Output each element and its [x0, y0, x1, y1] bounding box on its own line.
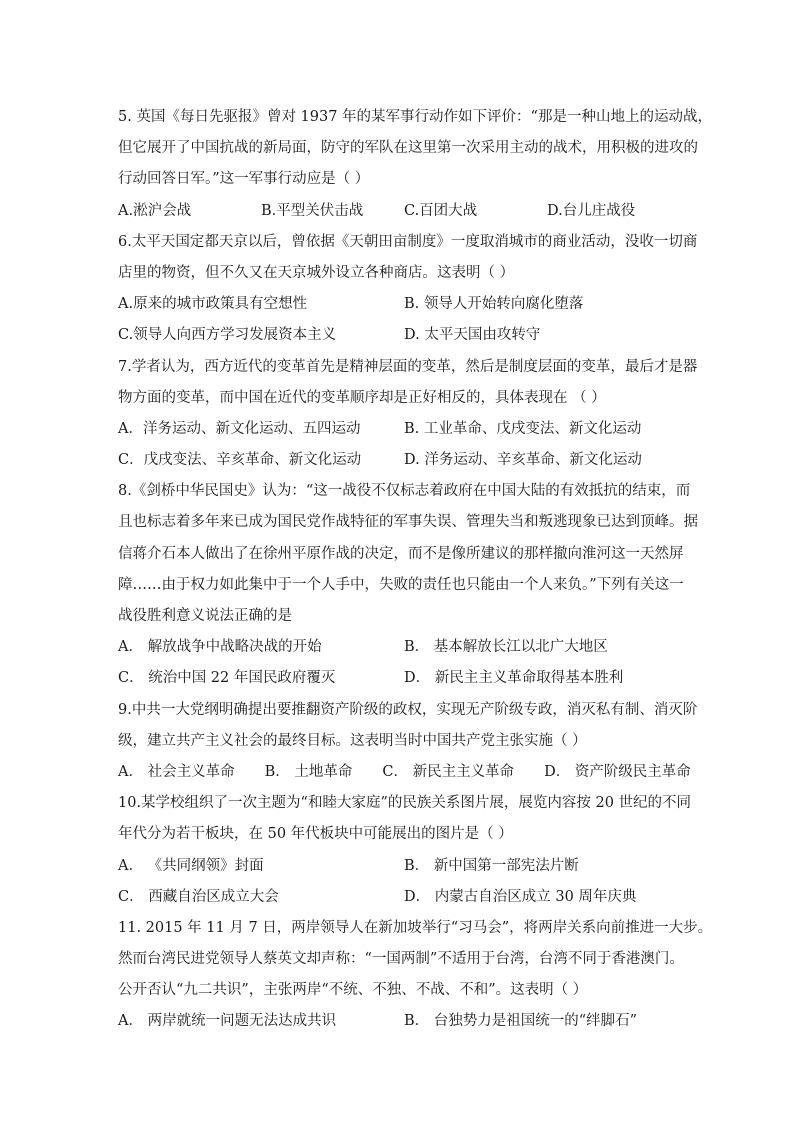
question-q9-option-a: A． 社会主义革命: [118, 763, 235, 780]
question-q10-option-c: C． 西藏自治区成立大会: [118, 888, 279, 905]
question-q10-options-row: [118, 882, 694, 913]
question-q6-option-b: B. 领导人开始转向腐化堕落: [404, 296, 584, 313]
question-q5-option-d: D.台儿庄战役: [547, 202, 636, 219]
question-q10-text-line: 10.某学校组织了一次主题为“和睦大家庭”的民族关系图片展，展览内容按 20 世纪的不同: [118, 795, 692, 812]
question-q5-text-line: 但它展开了中国抗战的新局面，防守的军队在这里第一次采用主动的战术，用积极的进攻的: [118, 140, 698, 157]
question-q9-option-b: B． 土地革命: [264, 763, 353, 780]
question-q7-options-row: [118, 414, 694, 445]
question-q10-text-line: 年代分为若干板块，在 50 年代板块中可能展出的图片是（ ）: [118, 826, 513, 843]
question-q8-options-row: [118, 663, 694, 694]
question-q11-options-row: [118, 1006, 694, 1037]
question-q7-options-row: [118, 445, 694, 476]
question-q9-options-row: [118, 757, 694, 788]
question-q7-text-line: 物方面的变革，而中国在近代的变革顺序却是正好相反的，具体表现在 （ ）: [118, 389, 606, 406]
question-q9-text-line: 9.中共一大党纲明确提出要推翻资产阶级的政权，实现无产阶级专政，消灭私有制、消灭阶: [118, 701, 698, 718]
question-q11-text-line: 然而台湾民进党领导人蔡英文却声称：“一国两制”不适用于台湾，台湾不同于香港澳门。: [118, 951, 684, 968]
question-q5-option-b: B.平型关伏击战: [261, 202, 364, 219]
question-q6-text-line: 6.太平天国定都天京以后，曾依据《天朝田亩制度》一度取消城市的商业活动，没收一切商: [118, 233, 698, 250]
question-q10-option-a: A． 《共同纲领》封面: [118, 857, 264, 874]
question-q6-option-c: C.领导人向西方学习发展资本主义: [118, 327, 337, 344]
question-q7-text-line: 7.学者认为，西方近代的变革首先是精神层面的变革，然后是制度层面的变革，最后才是器: [118, 358, 698, 375]
question-q11-option-b: B． 台独势力是祖国统一的“绊脚石”: [404, 1013, 638, 1030]
question-q10-options-row: [118, 851, 694, 882]
question-q11-text-line: 公开否认“九二共识”，主张两岸“不统、不独、不战、不和”。这表明（ ）: [118, 982, 588, 999]
question-q11-text-line: 11. 2015 年 11 月 7 日，两岸领导人在新加坡举行“习马会”，将两岸关系向前推进一大步。: [118, 919, 713, 936]
question-q8-options-row: [118, 632, 694, 663]
question-q8-text-line: 且也标志着多年来已成为国民党作战特征的军事失误、管理失当和叛逃现象已达到顶峰。据: [118, 514, 698, 531]
question-q8-option-a: A． 解放战争中战略决战的开始: [118, 639, 322, 656]
question-q9-option-c: C． 新民主主义革命: [382, 763, 515, 780]
question-q9-option-d: D． 资产阶级民主革命: [544, 763, 691, 780]
question-q8-option-c: C． 统治中国 22 年国民政府覆灭: [118, 670, 336, 687]
question-q6-option-a: A.原来的城市政策具有空想性: [118, 296, 308, 313]
question-q8-text-line: 障……由于权力如此集中于一个人手中，失败的责任也只能由一个人来负。”下列有关这一: [118, 576, 684, 593]
question-q6-options-row: [118, 289, 694, 320]
question-q10-option-d: D． 内蒙古自治区成立 30 周年庆典: [404, 888, 637, 905]
question-q6-option-d: D. 太平天国由攻转守: [404, 327, 541, 344]
question-q8-text-line: 8.《剑桥中华民国史》认为：“这一战役不仅标志着政府在中国大陆的有效抵抗的结束，而: [118, 483, 691, 500]
question-q10-option-b: B． 新中国第一部宪法片断: [404, 857, 579, 874]
question-q6-options-row: [118, 320, 694, 351]
question-q7-option-d: D. 洋务运动、辛亥革命、新文化运动: [404, 452, 642, 469]
question-q8-text-line: 战役胜利意义说法正确的是: [118, 608, 292, 624]
question-q5-text-line: 5. 英国《每日先驱报》曾对 1937 年的某军事行动作如下评价：“那是一种山地上的运动战，: [118, 109, 712, 125]
question-q7-option-a: A．洋务运动、新文化运动、五四运动: [118, 420, 361, 437]
question-q5-option-a: A.淞沪会战: [118, 202, 192, 219]
question-q5-options-row: [118, 196, 694, 227]
question-q5-option-c: C.百团大战: [404, 202, 478, 219]
question-q7-option-c: C．戊戌变法、辛亥革命、新文化运动: [118, 452, 362, 469]
question-q8-option-b: B． 基本解放长江以北广大地区: [404, 639, 608, 656]
question-q9-text-line: 级，建立共产主义社会的最终目标。这表明当时中国共产党主张实施（ ）: [118, 732, 587, 749]
question-q7-option-b: B. 工业革命、戊戌变法、新文化运动: [404, 420, 642, 437]
question-q5-text-line: 行动回答日军。”这一军事行动应是（ ）: [118, 171, 370, 188]
question-q11-option-a: A． 两岸就统一问题无法达成共识: [118, 1013, 337, 1030]
question-q6-text-line: 店里的物资，但不久又在天京城外设立各种商店。这表明（ ）: [118, 264, 515, 281]
question-q8-text-line: 信蒋介石本人做出了在徐州平原作战的决定，而不是像所建议的那样撤向淮河这一天然屏: [118, 545, 684, 562]
question-q8-option-d: D． 新民主主义革命取得基本胜利: [404, 670, 624, 687]
